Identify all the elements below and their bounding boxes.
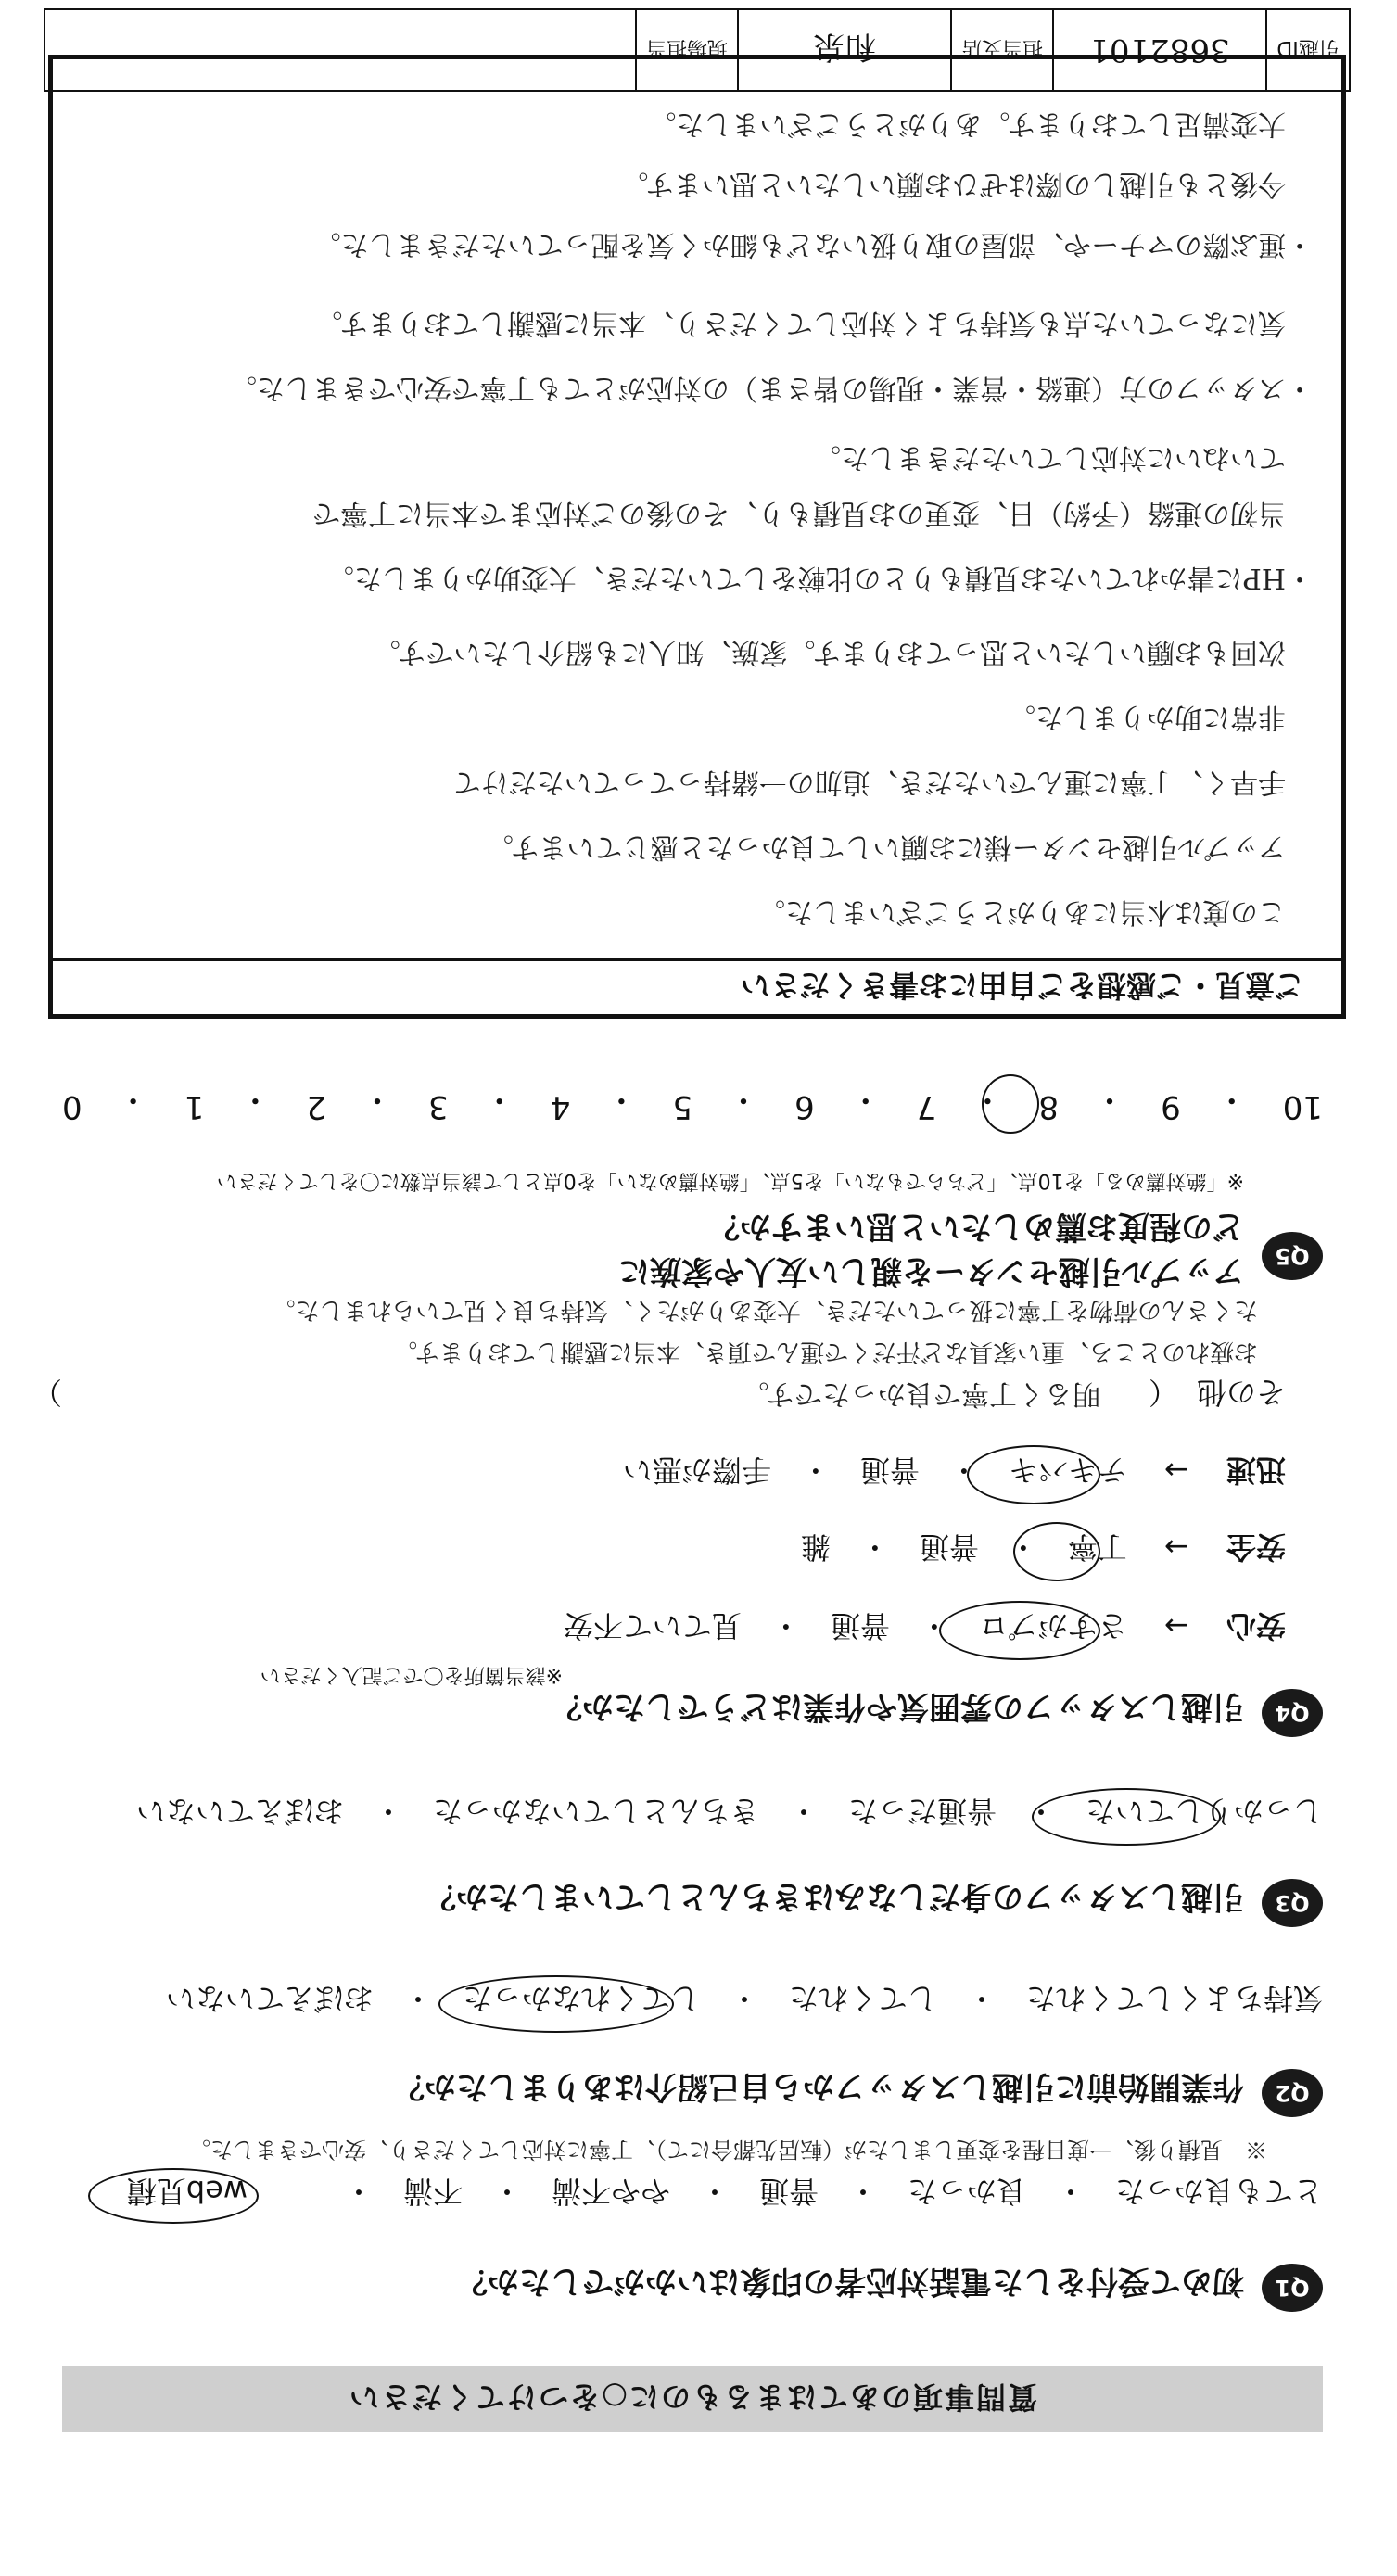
q5-score: 3	[428, 1088, 449, 1125]
id-value: 3682101	[1052, 10, 1265, 90]
q4-row-label: 迅速	[1226, 1453, 1286, 1488]
q4-title: 引越しスタッフの雰囲気や作業はどうでしたか？	[551, 1688, 1244, 1725]
q4-jinsoku-circle	[967, 1445, 1100, 1504]
q1-badge: Q1	[1262, 2264, 1323, 2312]
comment-line: アップル引越センター様にお願いして良かったと感じています。	[485, 831, 1286, 863]
q5-title: アップル引越センターを親しい友人や家族に	[618, 1252, 1244, 1289]
q3-options: しっかりしていた ・ 普通だった ・ きちんとしていなかった ・ おぼえていない	[135, 1794, 1323, 1829]
q4-anshin-circle	[939, 1601, 1100, 1660]
q2-title: 作業開始前に引越しスタッフから自己紹介はありましたか？	[393, 2068, 1244, 2105]
branch-value: 和泉	[737, 10, 950, 90]
q3-selection-circle	[1032, 1788, 1221, 1846]
branch-label: 担当支店	[950, 10, 1052, 90]
q5-score: 2	[306, 1088, 326, 1125]
staff-value	[44, 10, 635, 90]
q5-selection-circle	[982, 1074, 1039, 1134]
q5-note: ※「絶対薦める」を10点、「どちらでもない」を5点、「絶対薦めない」を0点として該当点数に〇をしてください	[216, 1169, 1244, 1192]
q5-score: 10	[1282, 1088, 1323, 1125]
q4-note: ※該当箇所を〇でご記入ください	[260, 1663, 563, 1686]
q4-badge: Q4	[1262, 1689, 1323, 1737]
q5-scale: 10 ・ 9 ・ 8 ・ 7 ・ 6 ・ 5 ・ 4 ・ 3 ・ 2 ・ 1 ・ 0	[62, 1081, 1323, 1125]
q4-row-label: 安心	[1226, 1608, 1286, 1643]
q2-options: 気持ちよくしてくれた ・ してくれた ・ してくれなかった ・ おぼえていない	[165, 1981, 1323, 2016]
q1-options: とても良かった ・ 良かった ・ 普通 ・ やや不満 ・ 不満 ・	[343, 2174, 1323, 2209]
q1-selected-option: web見積	[126, 2174, 248, 2209]
footer-table	[44, 8, 1351, 92]
q5-score: 7	[916, 1088, 937, 1125]
id-label: 引越ID	[1265, 10, 1349, 90]
comment-line: 非常に助かりました。	[1008, 701, 1286, 733]
instruction-banner: 質問事項のあてはまるものに○をつけてください	[62, 2366, 1323, 2432]
comment-line: この度は本当にありがとうございました。	[757, 895, 1286, 928]
q3-title: 引越しスタッフの身だしなみはきちんとしていましたか？	[425, 1878, 1244, 1915]
comment-line: 気になっていた点も気持ちよく対応してくださり、本当に感謝しております。	[314, 307, 1314, 339]
comments-box	[48, 55, 1346, 1019]
comment-line: 次回もお願いしたいと思っております。家族、知人にも紹介したいです。	[372, 636, 1286, 668]
q5-score: 5	[672, 1088, 693, 1125]
comment-line: 今後とも引越しの際はぜひお願いしたいと思います。	[620, 168, 1314, 200]
comment-line: ・HPに書かれていたお見積もりとの比較をしていただき、大変助かりました。	[325, 562, 1314, 594]
comment-line: 手早く、丁寧に運んでいただき、追加の一緒持ってっていただけて	[452, 766, 1286, 798]
comment-line: ・運ぶ際のマナーや、部屋の取り扱いなども細かく気を配っていただきました。	[312, 228, 1314, 260]
q5-score: 1	[184, 1088, 205, 1125]
q1-handwritten-note: ※ 見積り後、一度日程を変更しましたが（転居先都合にて）、丁寧に対応してくださり、安心できました。	[188, 2137, 1267, 2163]
q5-score: 6	[794, 1088, 815, 1125]
q4-row-label: 安全	[1226, 1529, 1286, 1565]
q3-badge: Q3	[1262, 1879, 1323, 1927]
comments-title: ご意見・ご感想をご自由にお書きください	[53, 958, 1341, 1014]
q4-anzen-circle	[1013, 1522, 1100, 1581]
q5-score: 4	[550, 1088, 571, 1125]
q5-title-line2: どの程度お薦めしたいと思いますか？	[708, 1208, 1244, 1245]
q5-score: 0	[62, 1088, 83, 1125]
q4-row-anshin: 安心 → さすがプロ ・ 普通 ・ 見ていて不安	[563, 1608, 1286, 1643]
q4-row-jinsoku: 迅速 → テキパキ ・ 普通 ・ 手際が悪い	[622, 1453, 1286, 1488]
q4-handwriting-line: たくさんの荷物を丁寧に扱っていただき、大変ありがたく、気持ち良く見ていられました。	[271, 1296, 1258, 1324]
comment-line: 当初の連絡（予約）日、変更のお見積もり、その後のご対応まで本当に丁寧で	[312, 497, 1314, 529]
q5-badge: Q5	[1262, 1232, 1323, 1280]
q4-other-handwriting: 明るく丁寧で良かったです。	[741, 1377, 1100, 1410]
q5-score: 8	[1038, 1088, 1060, 1125]
q4-handwriting-line: お疲れのところ、重い家具など汗だくで運んで頂き、本当に感謝しております。	[393, 1338, 1258, 1365]
q2-selection-circle	[438, 1975, 674, 2033]
q1-title: 初めて受付をした電話対応者の印象はいかがでしたか？	[456, 2263, 1244, 2300]
q2-badge: Q2	[1262, 2069, 1323, 2117]
q4-row-anzen: 安全 → 丁寧 ・ 普通 ・ 雑	[800, 1529, 1286, 1565]
q5-score: 9	[1161, 1088, 1181, 1125]
q4-other: その他（	[1148, 1375, 1286, 1410]
comment-line: 大変満足しております。ありがとうございました。	[648, 108, 1314, 140]
staff-label: 現場担当	[635, 10, 737, 90]
comment-line: ・スタッフの方（連絡・営業・現場の皆さま）の対応がとても丁寧で安心できました。	[229, 372, 1314, 404]
comment-line: ていねいに対応していただきました。	[813, 441, 1314, 474]
q1-selection-circle	[88, 2168, 259, 2224]
q4-other-close-paren: ）	[32, 1375, 62, 1410]
